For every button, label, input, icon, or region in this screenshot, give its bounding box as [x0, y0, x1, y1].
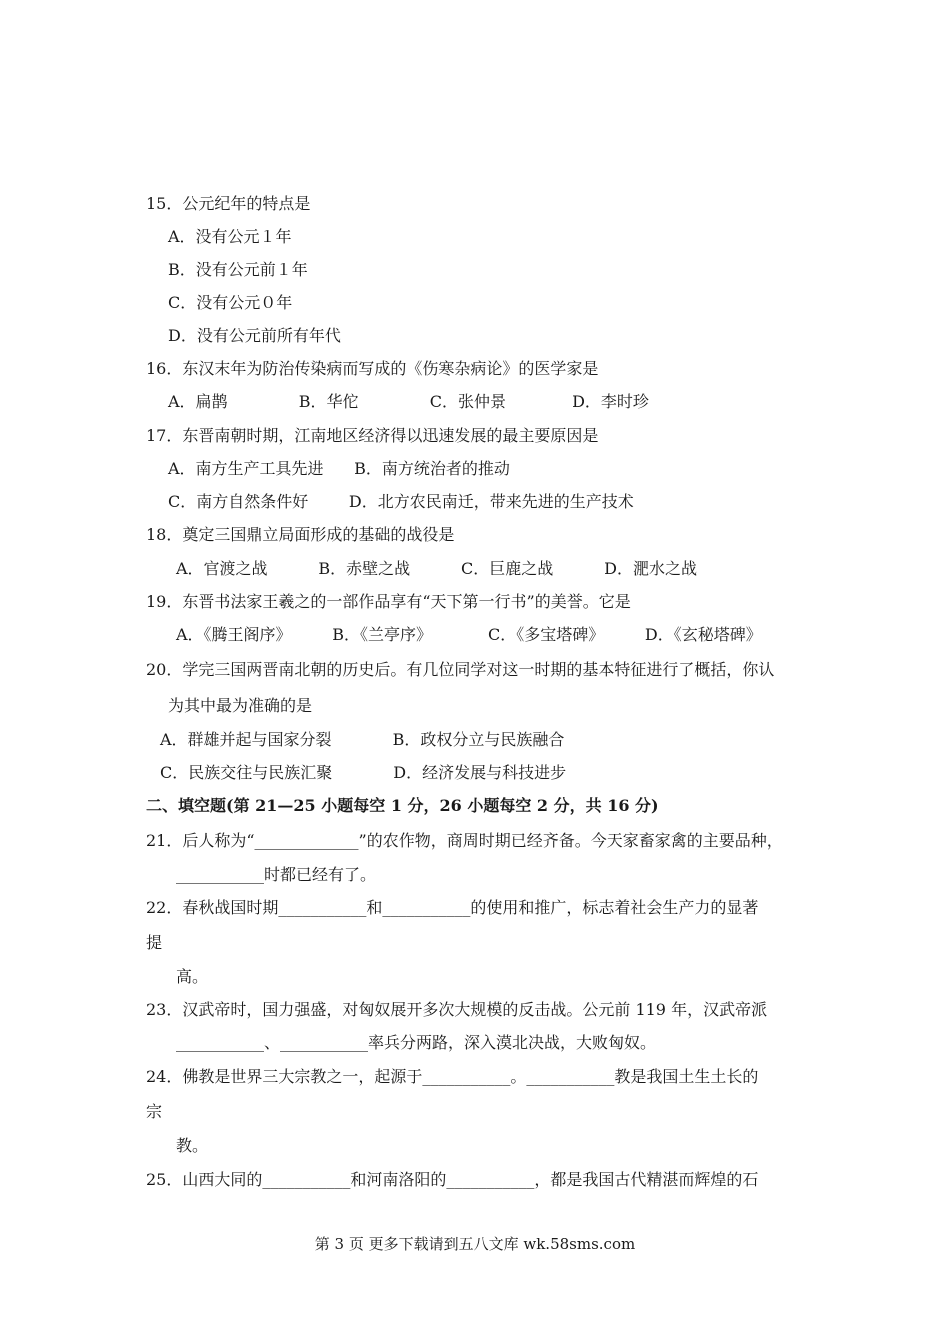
question-23-line2: ___________、___________率兵分两路，深入漠北决战，大败匈奴。	[176, 1033, 657, 1052]
question-24-line1: 24．佛教是世界三大宗教之一，起源于___________。___________教是我国土生土长的	[146, 1067, 759, 1086]
question-20-stem-line1: 20．学完三国两晋南北朝的历史后。有几位同学对这一时期的基本特征进行了概括，你认	[146, 660, 775, 679]
question-17-options-ab: A．南方生产工具先进 B．南方统治者的推动	[168, 459, 510, 478]
question-22-line2: 提	[146, 933, 163, 952]
question-23-line1: 23．汉武帝时，国力强盛，对匈奴展开多次大规模的反击战。公元前 119 年，汉武帝派	[146, 1000, 768, 1019]
question-22-line1: 22．春秋战国时期___________和___________的使用和推广，标志着社会生产力的显著	[146, 898, 759, 917]
question-20-options-ab: A．群雄并起与国家分裂 B．政权分立与民族融合	[160, 730, 565, 749]
question-20-stem-line2: 为其中最为准确的是	[168, 696, 313, 715]
question-24-line2: 宗	[146, 1102, 163, 1121]
question-24-line3: 教。	[176, 1136, 209, 1155]
question-18-stem: 18．奠定三国鼎立局面形成的基础的战役是	[146, 525, 455, 544]
question-18-options: A．官渡之战 B．赤壁之战 C．巨鹿之战 D．淝水之战	[176, 559, 697, 578]
question-22-line3: 高。	[176, 967, 209, 986]
question-15-option-a: A．没有公元１年	[168, 227, 292, 246]
question-17-stem: 17．东晋南朝时期，江南地区经济得以迅速发展的最主要原因是	[146, 426, 599, 445]
question-21-line2: ___________时都已经有了。	[176, 865, 377, 884]
question-15-stem: 15．公元纪年的特点是	[146, 194, 311, 213]
question-19-options: A．《腾王阁序》 B．《兰亭序》 C．《多宝塔碑》 D．《玄秘塔碑》	[176, 625, 762, 644]
question-15-option-b: B．没有公元前１年	[168, 260, 308, 279]
question-19-stem: 19．东晋书法家王羲之的一部作品享有“天下第一行书”的美誉。它是	[146, 592, 631, 611]
page-footer: 第 3 页 更多下载请到五八文库 wk.58sms.com	[314, 1235, 636, 1253]
question-25-line1: 25．山西大同的___________和河南洛阳的___________，都是我国古代精湛而辉煌的石	[146, 1170, 759, 1189]
question-17-options-cd: C．南方自然条件好 D．北方农民南迁，带来先进的生产技术	[168, 492, 634, 511]
question-21-line1: 21．后人称为“_____________”的农作物，商周时期已经齐备。今天家畜家禽的主要品种，	[146, 831, 783, 850]
question-15-option-c: C．没有公元０年	[168, 293, 293, 312]
question-16-stem: 16．东汉末年为防治传染病而写成的《伤寒杂病论》的医学家是	[146, 359, 599, 378]
question-16-options: A．扁鹊 B．华佗 C．张仲景 D．李时珍	[168, 392, 649, 411]
question-15-option-d: D．没有公元前所有年代	[168, 326, 341, 345]
section-2-heading: 二、填空题(第 21—25 小题每空 1 分，26 小题每空 2 分，共 16 分)	[146, 796, 659, 815]
question-20-options-cd: C．民族交往与民族汇聚 D．经济发展与科技进步	[160, 763, 567, 782]
